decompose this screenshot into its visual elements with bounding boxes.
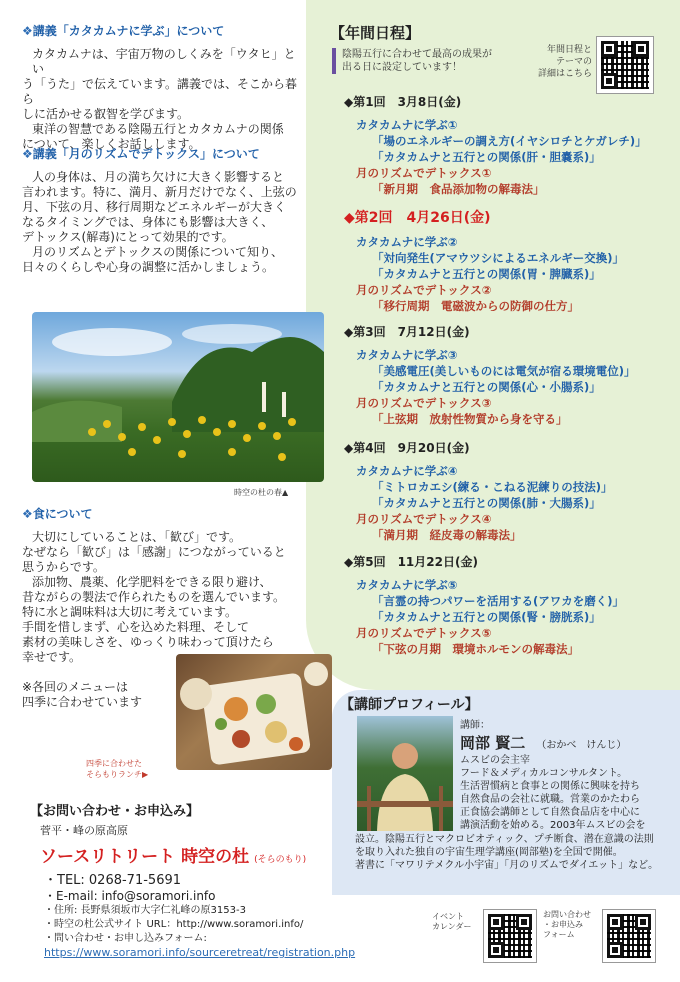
lunch-photo-caption: 四季に合わせた そらもりランチ▶ bbox=[86, 759, 149, 779]
inquiry-form-label: お問い合わせ ・お申込み フォーム bbox=[543, 910, 591, 939]
event-calendar-label: イベント カレンダー bbox=[432, 912, 472, 931]
session-2-detox-topic: 「移行周期 電磁波からの防御の仕方」 bbox=[372, 299, 579, 313]
session-2-katakamuna: カタカムナに学ぶ② bbox=[356, 235, 458, 249]
schedule-qr-code[interactable] bbox=[597, 37, 653, 93]
schedule-title: 【年間日程】 bbox=[330, 24, 421, 42]
schedule-qr-note: 年間日程と テーマの 詳細はこちら bbox=[538, 45, 593, 79]
instructor-photo bbox=[357, 716, 453, 831]
session-5-katakamuna: カタカムナに学ぶ⑤ bbox=[356, 578, 458, 592]
contact-details bbox=[44, 872, 454, 960]
session-4-detox-topic: 「満月期 経皮毒の解毒法」 bbox=[372, 528, 522, 542]
garden-photo-caption: 時空の杜の春▲ bbox=[234, 488, 289, 497]
contact-tel[interactable]: ・TEL: 0268-71-5691 bbox=[44, 873, 182, 888]
session-4 bbox=[344, 439, 674, 553]
session-3-katakamuna-topic-1: 「美感電圧(美しいものには電気が宿る環境電位)」 bbox=[372, 364, 636, 378]
inquiry-form-qr-code[interactable] bbox=[603, 910, 655, 962]
instructor-role: 講師： bbox=[460, 720, 490, 731]
section-title-katakamuna: ❖講義「カタカムナに学ぶ」について bbox=[22, 24, 225, 38]
schedule-note: 陰陽五行に合わせて最高の成果が 出る日に設定しています！ bbox=[332, 48, 492, 74]
contact-form-label: ・問い合わせ・お申し込みフォーム: bbox=[44, 933, 207, 944]
session-1-katakamuna: カタカムナに学ぶ① bbox=[356, 118, 458, 132]
session-4-katakamuna-topic-1: 「ミトロカエシ(練る・こねる泥練りの技法)」 bbox=[372, 480, 613, 494]
session-2-katakamuna-topic-2: 「カタカムナと五行との関係(胃・脾臓系)」 bbox=[372, 267, 601, 281]
session-1-detox-topic: 「新月期 食品添加物の解毒法」 bbox=[372, 182, 545, 196]
food-section bbox=[22, 505, 307, 665]
contact-site[interactable]: ・時空の杜公式サイト URL：http://www.soramori.info/ bbox=[44, 919, 304, 930]
session-1-detox: 月のリズムでデトックス① bbox=[356, 166, 492, 180]
profile-title: 【講師プロフィール】 bbox=[340, 697, 479, 713]
session-2-katakamuna-topic-1: 「対向発生(アマウツシによるエネルギー交換)」 bbox=[372, 251, 625, 265]
contact-email[interactable]: ・E-mail: info@soramori.info bbox=[44, 889, 216, 903]
session-5-katakamuna-topic-1: 「言霊の持つパワーを活用する(アワカを磨く)」 bbox=[372, 594, 625, 608]
session-4-katakamuna-topic-2: 「カタカムナと五行との関係(肺・大腸系)」 bbox=[372, 496, 601, 510]
session-5 bbox=[344, 553, 674, 657]
section-title-detox: ❖講義「月のリズムでデトックス」について bbox=[22, 147, 260, 161]
brand-kana: (そらのもり) bbox=[254, 855, 307, 865]
katakamuna-lecture-section bbox=[22, 22, 307, 152]
session-3 bbox=[344, 323, 674, 439]
lunch-photo bbox=[176, 654, 332, 770]
session-3-detox-topic: 「上弦期 放射性物質から身を守る」 bbox=[372, 412, 568, 426]
session-4-detox: 月のリズムでデトックス④ bbox=[356, 512, 492, 526]
instructor-bio-1: ムスビの会主宰 フード＆メディカルコンサルタント。 生活習慣病と食事との関係に興味を持ち 自然食品の会社に就職。営業のかたわら 正食協会講師として自然食品店を中心に 講演活動を始める。2003年ムスビの会を bbox=[460, 755, 646, 831]
event-calendar-qr-code[interactable] bbox=[484, 910, 536, 962]
session-5-katakamuna-topic-2: 「カタカムナと五行との関係(腎・膀胱系)」 bbox=[372, 610, 601, 624]
section-body-katakamuna: カタカムナは、宇宙万物のしくみを「ウタヒ」とい う「うた」で伝えています。講義では、そこから暮ら しに活かせる叡智を学びます。 東洋の智慧である陰陽五行とカタカムナの関係 について、楽しくお話しします。 bbox=[22, 47, 298, 151]
session-list bbox=[344, 93, 674, 657]
contact-section bbox=[30, 800, 306, 867]
instructor-name: 岡部 賢二 bbox=[460, 734, 526, 752]
session-5-detox: 月のリズムでデトックス⑤ bbox=[356, 626, 492, 640]
instructor-bio-2: 設立。陰陽五行とマクロビオティック、プチ断食、潜在意識の法則 を取り入れた独自の宇宙生理学講座(岡部塾)を全国で開催。 著書に「マワリテメクル小宇宙」「月のリズムでダイエット」など。 bbox=[355, 834, 659, 871]
instructor-header bbox=[460, 716, 626, 753]
session-2-detox: 月のリズムでデトックス② bbox=[356, 283, 492, 297]
session-2-date: ◆第2回 4月26日(金) bbox=[344, 210, 491, 226]
session-1 bbox=[344, 93, 674, 207]
session-3-detox: 月のリズムでデトックス③ bbox=[356, 396, 492, 410]
contact-place: 菅平・峰の原高原 bbox=[40, 824, 128, 837]
session-3-date: ◆第3回 7月12日(金) bbox=[344, 325, 470, 339]
session-5-date: ◆第5回 11月22日(金) bbox=[344, 555, 478, 569]
section-body-detox: 人の身体は、月の満ち欠けに大きく影響すると 言われます。特に、満月、新月だけでなく、上弦の 月、下弦の月、移行周期などエネルギーが大きく なるタイミングでは、身体にも影響は大きく、 デトックス(解毒)にとって効果的です。 月のリズムとデトックスの関係について知り、 日々のくらしや心身の調整に活かしましょう。 bbox=[22, 170, 297, 274]
session-4-katakamuna: カタカムナに学ぶ④ bbox=[356, 464, 458, 478]
session-3-katakamuna: カタカムナに学ぶ③ bbox=[356, 348, 458, 362]
session-1-katakamuna-topic-1: 「場のエネルギーの調え方(イヤシロチとケガレチ)」 bbox=[372, 134, 647, 148]
instructor-name-kana: （おかべ けんじ） bbox=[536, 740, 627, 751]
session-3-katakamuna-topic-2: 「カタカムナと五行との関係(心・小腸系)」 bbox=[372, 380, 601, 394]
session-5-detox-topic: 「下弦の月期 環境ホルモンの解毒法」 bbox=[372, 642, 579, 656]
menu-note: ※各回のメニューは 四季に合わせています bbox=[22, 680, 143, 709]
section-title-food: ❖食について bbox=[22, 507, 93, 521]
session-2 bbox=[344, 207, 674, 323]
session-1-katakamuna-topic-2: 「カタカムナと五行との関係(肝・胆嚢系)」 bbox=[372, 150, 601, 164]
contact-title: 【お問い合わせ・お申込み】 bbox=[30, 804, 200, 819]
session-1-date: ◆第1回 3月8日(金) bbox=[344, 95, 462, 109]
contact-address: ・住所: 長野県須坂市大字仁礼峰の原3153-3 bbox=[44, 905, 246, 916]
contact-form-url[interactable]: https://www.soramori.info/sourceretreat/registration.php bbox=[44, 946, 356, 959]
brand-name: ソースリトリート 時空の杜 bbox=[40, 847, 250, 867]
section-body-food: 大切にしていることは、「歓び」です。 なぜなら「歓び」は「感謝」につながっていると 思うからです。 添加物、農薬、化学肥料をできる限り避け、 昔ながらの製法で作られたものを選んでいます。 特に水と調味料は大切に考えています。 手間を惜しまず、心を込めた料理、そして 素材の美味しさを、ゆっくり味わって頂けたら 幸せです。 bbox=[22, 530, 286, 664]
garden-photo bbox=[32, 312, 324, 482]
session-4-date: ◆第4回 9月20日(金) bbox=[344, 441, 470, 455]
detox-lecture-section bbox=[22, 145, 307, 275]
